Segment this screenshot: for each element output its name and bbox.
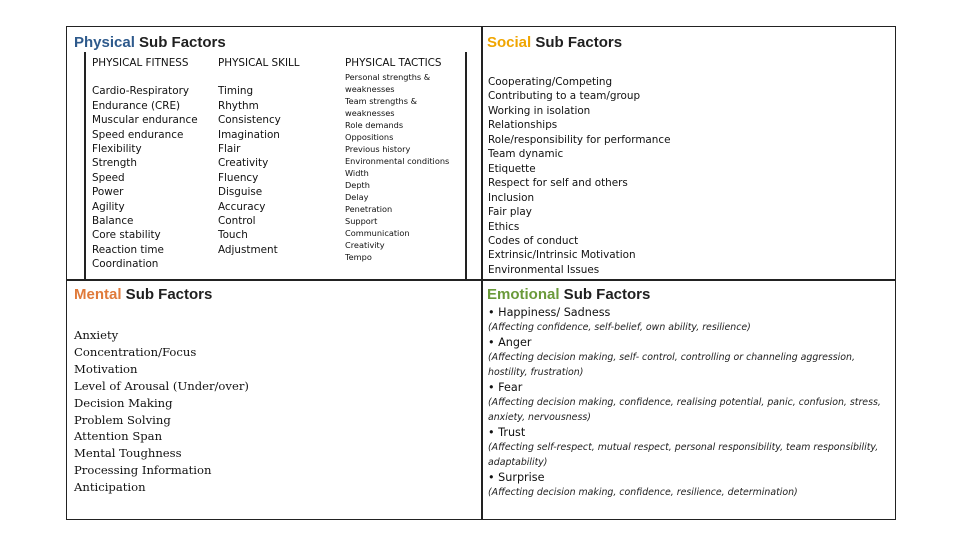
- list-item: Speed endurance: [92, 128, 184, 141]
- physical-skill-column: [218, 56, 300, 257]
- list-item: Environmental conditions: [345, 156, 450, 166]
- emotion-label-surprise: • Surprise: [488, 471, 545, 484]
- list-item: Anxiety: [74, 328, 119, 342]
- list-item: Power: [92, 186, 124, 199]
- list-item: Oppositions: [345, 132, 394, 142]
- list-item: Previous history: [345, 144, 411, 154]
- list-item: Inclusion: [488, 191, 535, 204]
- list-item: Role/responsibility for performance: [488, 133, 671, 146]
- list-item: Touch: [218, 229, 248, 242]
- physical-skill-header: PHYSICAL SKILL: [218, 57, 300, 69]
- list-item: Environmental Issues: [488, 263, 600, 276]
- list-item: Etiquette: [488, 162, 536, 175]
- list-item: Flair: [218, 143, 241, 156]
- list-item: Control: [218, 215, 256, 228]
- list-item: Fair play: [488, 206, 532, 219]
- list-item: Personal strengths & weaknesses: [345, 72, 431, 94]
- list-item: Timing: [218, 85, 254, 98]
- list-item: Consistency: [218, 114, 281, 127]
- physical-tactics-rule: [465, 52, 467, 279]
- list-item: Extrinsic/Intrinsic Motivation: [488, 249, 636, 262]
- list-item: Role demands: [345, 120, 404, 130]
- list-item: Strength: [92, 157, 137, 170]
- emotional-heading-rest: Sub Factors: [559, 286, 651, 303]
- list-item: Ethics: [488, 220, 520, 233]
- list-item: Processing Information: [74, 463, 212, 478]
- list-item: Working in isolation: [488, 104, 591, 117]
- list-item: Creativity: [345, 240, 385, 250]
- list-item: Concentration/Focus: [74, 344, 197, 359]
- mental-heading-rest: Sub Factors: [121, 286, 213, 303]
- physical-tactics-column: [345, 71, 460, 263]
- list-item: Communication: [345, 228, 410, 238]
- list-item: Coordination: [92, 258, 159, 271]
- list-item: Respect for self and others: [488, 177, 628, 190]
- social-heading-colored: Social: [487, 34, 532, 51]
- mental-list: [74, 327, 249, 496]
- emotion-desc-fear: (Affecting decision making, confidence, realising potential, panic, confusion, stress, anxiety, nervousness): [488, 397, 881, 423]
- list-item: Motivation: [74, 361, 138, 376]
- physical-left-rule: [84, 52, 86, 279]
- list-item: Level of Arousal (Under/over): [74, 378, 249, 393]
- list-item: Anticipation: [74, 480, 146, 495]
- list-item: Cardio-Respiratory: [92, 85, 190, 98]
- list-item: Tempo: [345, 252, 372, 262]
- list-item: Reaction time: [92, 243, 164, 256]
- emotion-label-happiness: • Happiness/ Sadness: [488, 306, 611, 319]
- list-item: Cooperating/Competing: [488, 76, 613, 88]
- emotion-desc-happiness: (Affecting confidence, self-belief, own ability, resilience): [488, 322, 751, 333]
- emotion-label-trust: • Trust: [488, 426, 526, 439]
- social-heading: [487, 34, 622, 51]
- list-item: Imagination: [218, 128, 280, 141]
- list-item: Depth: [345, 180, 370, 190]
- list-item: Width: [345, 168, 369, 178]
- list-item: Disguise: [218, 186, 263, 199]
- list-item: Codes of conduct: [488, 234, 579, 247]
- physical-heading-colored: Physical: [74, 34, 135, 51]
- list-item: Contributing to a team/group: [488, 90, 641, 103]
- emotion-desc-trust: (Affecting self-respect, mutual respect, personal responsibility, team responsibility, adaptability): [488, 442, 879, 468]
- list-item: Support: [345, 216, 378, 226]
- list-item: Adjustment: [218, 243, 278, 256]
- physical-heading-rest: Sub Factors: [134, 34, 226, 51]
- emotional-heading: [487, 286, 650, 303]
- list-item: Agility: [92, 200, 125, 213]
- list-item: Problem Solving: [74, 412, 171, 427]
- social-list: [488, 75, 671, 277]
- list-item: Mental Toughness: [74, 446, 182, 461]
- list-item: Flexibility: [92, 143, 142, 156]
- mental-heading-colored: Mental: [74, 286, 122, 303]
- physical-tactics-header: PHYSICAL TACTICS: [345, 57, 442, 69]
- physical-fitness-header: PHYSICAL FITNESS: [92, 57, 189, 69]
- list-item: Fluency: [218, 171, 259, 184]
- physical-fitness-column: [92, 56, 198, 272]
- list-item: Core stability: [92, 229, 161, 242]
- emotion-desc-anger: (Affecting decision making, self- control, controlling or channeling aggression, hostility, frustration): [488, 352, 855, 378]
- list-item: Creativity: [218, 157, 269, 170]
- list-item: Relationships: [488, 119, 558, 132]
- social-heading-rest: Sub Factors: [531, 34, 623, 51]
- list-item: Endurance (CRE): [92, 99, 181, 112]
- emotional-list: [488, 305, 893, 501]
- emotion-label-anger: • Anger: [488, 336, 532, 349]
- emotion-label-fear: • Fear: [488, 381, 523, 394]
- list-item: Muscular endurance: [92, 114, 198, 127]
- middle-divider: [66, 279, 896, 281]
- list-item: Penetration: [345, 204, 393, 214]
- emotion-desc-surprise: (Affecting decision making, confidence, resilience, determination): [488, 487, 798, 498]
- physical-heading: [74, 34, 226, 51]
- list-item: Delay: [345, 192, 369, 202]
- center-divider: [481, 26, 483, 520]
- list-item: Balance: [92, 215, 134, 228]
- list-item: Speed: [92, 171, 125, 184]
- list-item: Team dynamic: [488, 148, 564, 161]
- list-item: Attention Span: [74, 429, 163, 444]
- list-item: Accuracy: [218, 200, 266, 213]
- mental-heading: [74, 286, 212, 303]
- list-item: Team strengths & weaknesses: [345, 96, 417, 118]
- list-item: Decision Making: [74, 395, 173, 410]
- emotional-heading-colored: Emotional: [487, 286, 560, 303]
- list-item: Rhythm: [218, 99, 259, 112]
